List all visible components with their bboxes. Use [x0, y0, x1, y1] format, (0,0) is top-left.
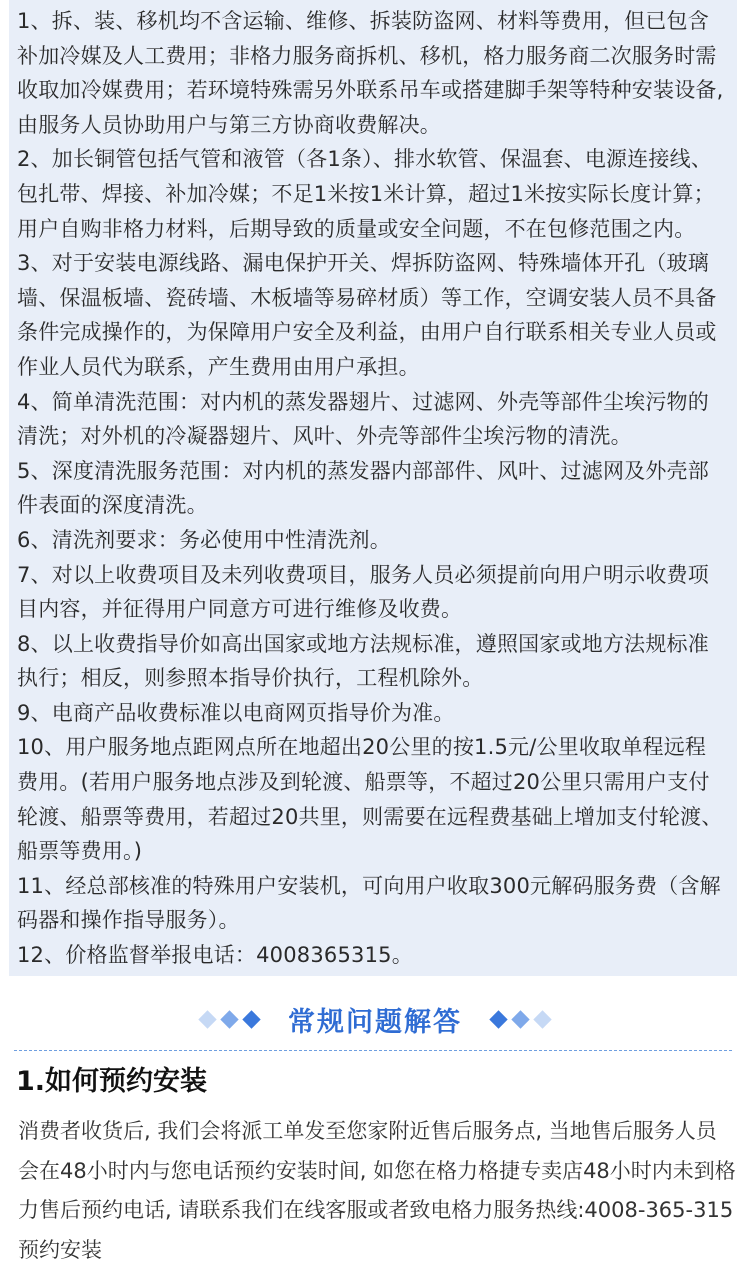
note-item: 12、价格监督举报电话：4008365315。: [17, 943, 413, 968]
note-item: 6、清洗剂要求：务必使用中性清洗剂。: [17, 527, 391, 552]
section-divider: [14, 1050, 732, 1051]
faq-section-header: [0, 996, 750, 1042]
faq-question: 1.如何预约安装: [16, 1066, 208, 1097]
note-item: 4、简单清洗范围：对内机的蒸发器翅片、过滤网、外壳等部件尘埃污物的清洗；对外机的冷凝器翅片、风叶、外壳等部件尘埃污物的清洗。: [17, 389, 709, 449]
note-item: 9、电商产品收费标准以电商网页指导价为准。: [17, 700, 455, 725]
faq-answer: 消费者收货后, 我们会将派工单发至您家附近售后服务点, 当地售后服务人员会在48小时内与您电话预约安装时间, 如您在格力格捷专卖店48小时内未到格力售后预约电话, 请联系我们在线客服或者致电格力服务热线:4008-365-315预约安装: [18, 1119, 736, 1262]
note-item: 11、经总部核准的特殊用户安装机，可向用户收取300元解码服务费（含解码器和操作指导服务）。: [17, 873, 721, 933]
diamond-icon: [220, 1010, 238, 1028]
note-item: 2、加长铜管包括气管和液管（各1条）、排水软管、保温套、电源连接线、包扎带、焊接、补加冷媒；不足1米按1米计算，超过1米按实际长度计算；用户自购非格力材料，后期导致的质量或安全问题，不在包修范围之内。: [17, 147, 715, 241]
note-item: 7、对以上收费项目及未列收费项目，服务人员必须提前向用户明示收费项目内容，并征得用户同意方可进行维修及收费。: [17, 562, 709, 622]
diamond-icon: [489, 1010, 507, 1028]
note-item: 8、以上收费指导价如高出国家或地方法规标准，遵照国家或地方法规标准执行；相反，则参照本指导价执行，工程机除外。: [17, 631, 709, 691]
left-diamond-ornament: [201, 1013, 258, 1026]
fee-notes-panel: [9, 0, 737, 976]
note-item: 1、拆、装、移机均不含运输、维修、拆装防盗网、材料等费用，但已包含补加冷媒及人工费用；非格力服务商拆机、移机，格力服务商二次服务时需收取加冷媒费用；若环境特殊需另外联系吊车或搭建脚手架等特种安装设备,由服务人员协助用户与第三方协商收费解决。: [17, 9, 724, 137]
diamond-icon: [242, 1010, 260, 1028]
note-item: 10、用户服务地点距网点所在地超出20公里的按1.5元/公里收取单程远程费用。(若用户服务地点涉及到轮渡、船票等，不超过20公里只需用户支付轮渡、船票等费用，若超过20共里，则需要在远程费基础上增加支付轮渡、船票等费用。): [17, 735, 723, 864]
faq-section-title: 常规问题解答: [288, 1006, 462, 1038]
diamond-icon: [198, 1010, 216, 1028]
diamond-icon: [533, 1010, 551, 1028]
note-item: 3、对于安装电源线路、漏电保护开关、焊拆防盗网、特殊墙体开孔（玻璃墙、保温板墙、瓷砖墙、木板墙等易碎材质）等工作，空调安装人员不具备条件完成操作的，为保障用户安全及利益，由用户自行联系相关专业人员或作业人员代为联系，产生费用由用户承担。: [17, 251, 717, 379]
diamond-icon: [511, 1010, 529, 1028]
note-item: 5、深度清洗服务范围：对内机的蒸发器内部部件、风叶、过滤网及外壳部件表面的深度清洗。: [17, 458, 709, 518]
right-diamond-ornament: [492, 1013, 549, 1026]
